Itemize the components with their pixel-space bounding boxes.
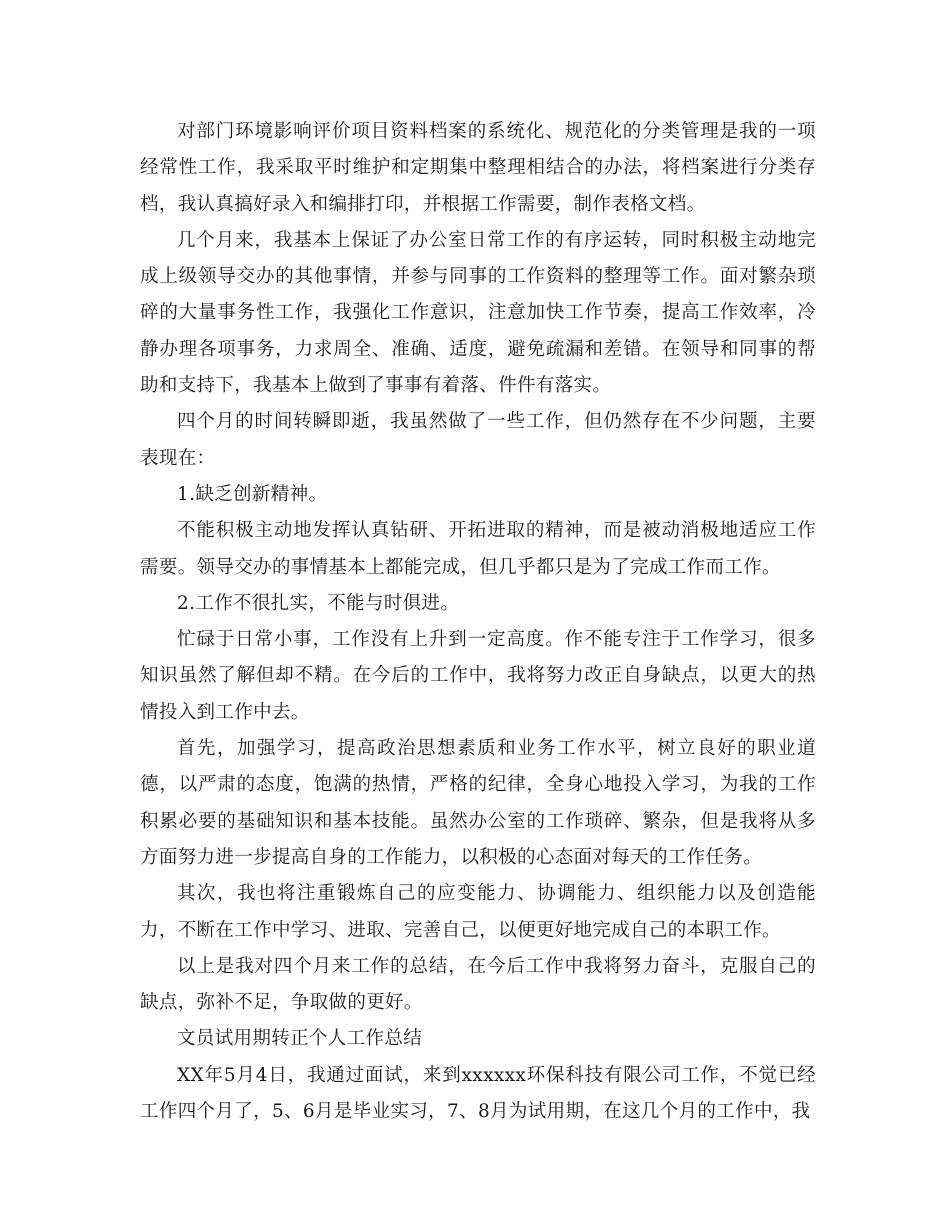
paragraph-new-section-start: XX年5月4日，我通过面试，来到xxxxxx环保科技有限公司工作，不觉已经工作四个月了，5、6月是毕业实习，7、8月为试用期，在这几个月的工作中，我 bbox=[140, 1064, 816, 1123]
list-item-heading-1: 1.缺乏创新精神。 bbox=[177, 483, 328, 505]
paragraph-problems-intro: 四个月的时间转瞬即逝，我虽然做了一些工作，但仍然存在不少问题，主要表现在： bbox=[140, 411, 816, 469]
list-item-heading-2: 2.工作不很扎实，不能与时俱进。 bbox=[177, 592, 460, 614]
paragraph-innovation: 不能积极主动地发挥认真钻研、开拓进取的精神，而是被动消极地适应工作需要。领导交办的事情基本上都能完成，但几乎都只是为了完成工作而工作。 bbox=[140, 520, 816, 578]
paragraph-second-abilities: 其次，我也将注重锻炼自己的应变能力、协调能力、组织能力以及创造能力，不断在工作中学习、进取、完善自己，以便更好地完成自己的本职工作。 bbox=[140, 883, 816, 941]
paragraph-first-study: 首先，加强学习，提高政治思想素质和业务工作水平，树立良好的职业道德，以严肃的态度，饱满的热情，严格的纪律，全身心地投入学习，为我的工作积累必要的基础知识和基本技能。虽然办公室的工作琐碎、繁杂，但是我将从多方面努力进一步提高自身的工作能力，以积极的心态面对每天的工作任务。 bbox=[140, 738, 816, 868]
paragraph-summary: 以上是我对四个月来工作的总结，在今后工作中我将努力奋斗，克服自己的缺点，弥补不足，争取做的更好。 bbox=[140, 955, 816, 1014]
section-title: 文员试用期转正个人工作总结 bbox=[177, 1028, 423, 1050]
paragraph-office-work: 几个月来，我基本上保证了办公室日常工作的有序运转，同时积极主动地完成上级领导交办的其他事情，并参与同事的工作资料的整理等工作。面对繁杂琐碎的大量事务性工作，我强化工作意识，注意加快工作节奏，提高工作效率，冷静办理各项事务，力求周全、准确、适度，避免疏漏和差错。在领导和同事的帮助和支持下，我基本上做到了事事有着落、件件有落实。 bbox=[140, 229, 816, 397]
document-body bbox=[140, 114, 816, 1130]
paragraph-daily-work: 忙碌于日常小事，工作没有上升到一定高度。作不能专注于工作学习，很多知识虽然了解但却不精。在今后的工作中，我将努力改正自身缺点，以更大的热情投入到工作中去。 bbox=[140, 629, 816, 723]
paragraph-archive-management: 对部门环境影响评价项目资料档案的系统化、规范化的分类管理是我的一项经常性工作，我采取平时维护和定期集中整理相结合的办法，将档案进行分类存档，我认真搞好录入和编排打印，并根据工作需要，制作表格文档。 bbox=[140, 121, 816, 215]
